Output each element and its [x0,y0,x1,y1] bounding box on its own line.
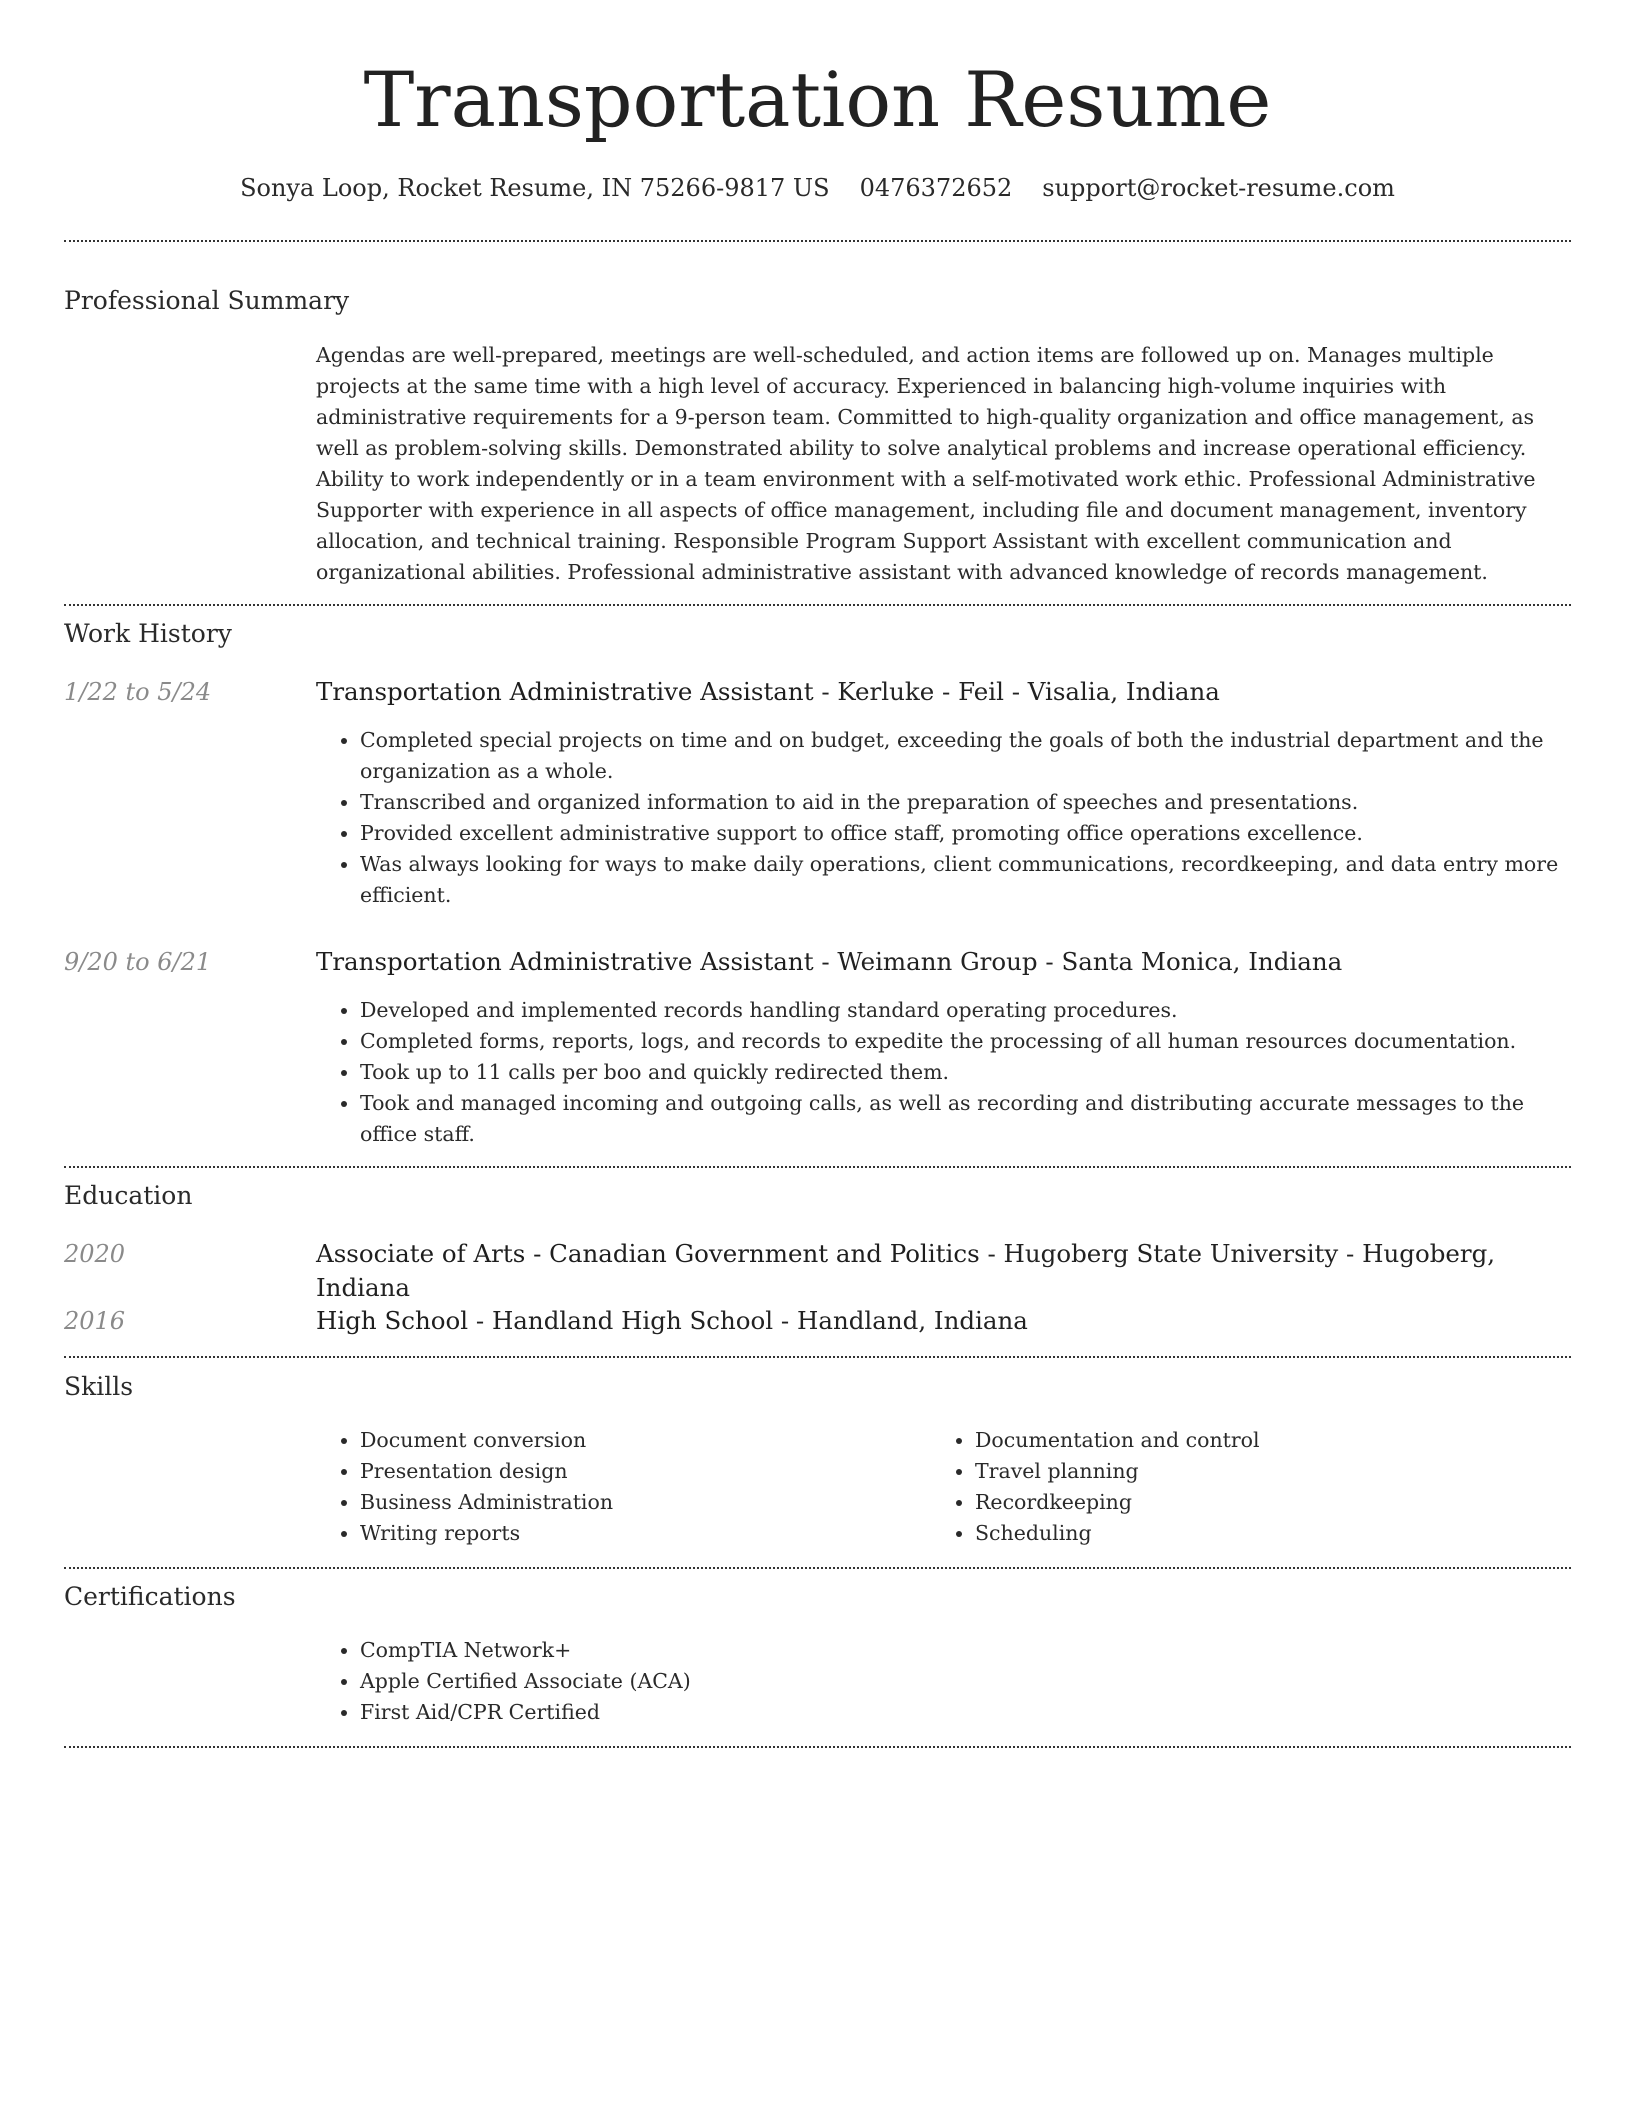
contact-address: Sonya Loop, Rocket Resume, IN 75266-9817 US [240,174,830,202]
skill-item: • Presentation design [360,1456,931,1487]
resume-title: Transportation Resume [363,55,1272,144]
list-item: • Was always looking for ways to make daily operations, client communications, recordkeeping, and data entry more efficient. [360,849,1571,911]
skill-item: • Travel planning [975,1456,1571,1487]
list-item: • Developed and implemented records handling standard operating procedures. [360,995,1571,1026]
summary-text: Agendas are well-prepared, meetings are well-scheduled, and action items are followed up on. Manages multiple projects at the same time with a high level of accuracy. Experienced in balancing high-volume inquiries with administrative requirements for a 9-person team. Committed to high-quality organization and office management, as well as problem-solving skills. Demonstrated ability to solve analytical problems and increase operational efficiency. Ability to work independently or in a team environment with a self-motivated work ethic. Professional Administrative Supporter with experience in all aspects of office management, including file and document management, inventory allocation, and technical training. Responsible Program Support Assistant with excellent communication and organizational abilities. Professional administrative assistant with advanced knowledge of records management. [316,343,1536,584]
divider [64,240,1571,242]
section-heading-skills: Skills [64,1372,134,1401]
separator: - [1338,1239,1363,1268]
separator: - [468,1306,492,1335]
contact-phone: 0476372652 [859,174,1013,202]
divider [64,1356,1571,1358]
section-heading-certifications: Certifications [64,1582,236,1611]
job-location: Santa Monica, Indiana [1061,947,1343,976]
list-item: • Took and managed incoming and outgoing calls, as well as recording and distributing accurate messages to the office staff. [360,1088,1571,1150]
education-degree: Associate of Arts - Canadian Government and Politics [316,1239,980,1268]
separator: - [979,1239,1004,1268]
job-bullets [316,995,1571,1150]
job-title: Transportation Administrative Assistant [316,677,814,706]
education-heading [316,1237,1571,1305]
skills-column-left [316,1425,931,1549]
list-item: • Provided excellent administrative support to office staff, promoting office operations excellence. [360,818,1571,849]
education-year: 2020 [64,1240,126,1268]
job-location: Visalia, Indiana [1027,677,1220,706]
education-heading [316,1304,1571,1338]
certifications-list [316,1635,1571,1728]
separator: - [1003,677,1028,706]
job-heading [316,945,1571,979]
divider [64,604,1571,606]
job-dates: 9/20 to 6/21 [64,948,212,976]
skill-item: • Documentation and control [975,1425,1571,1456]
job-title: Transportation Administrative Assistant [316,947,814,976]
list-item: • Took up to 11 calls per boo and quickly redirected them. [360,1057,1571,1088]
skills-list [316,1425,1571,1549]
separator: - [813,947,838,976]
job-bullets [316,725,1571,911]
contact-email[interactable]: support@rocket-resume.com [1042,174,1395,202]
list-item: • Completed forms, reports, logs, and records to expedite the processing of all human resources documentation. [360,1026,1571,1057]
job-employer: Weimann Group [837,947,1038,976]
list-item: • Transcribed and organized information to aid in the preparation of speeches and presentations. [360,787,1571,818]
skill-item: • Scheduling [975,1518,1571,1549]
skills-column-right [931,1425,1571,1549]
certification-item: • Apple Certified Associate (ACA) [360,1666,1571,1697]
list-item: • Completed special projects on time and on budget, exceeding the goals of both the industrial department and the organization as a whole. [360,725,1571,787]
education-school: Hugoberg State University [1003,1239,1339,1268]
divider [64,1746,1571,1748]
education-year: 2016 [64,1307,126,1335]
section-heading-work-history: Work History [64,619,232,648]
education-location: Handland, Indiana [797,1306,1028,1335]
education-degree: High School [316,1306,469,1335]
skill-item: • Business Administration [360,1487,931,1518]
skill-item: • Document conversion [360,1425,931,1456]
education-school: Handland High School [491,1306,774,1335]
separator: - [1037,947,1062,976]
job-employer: Kerluke - Feil [837,677,1004,706]
contact-line [64,170,1571,206]
certification-item: • CompTIA Network+ [360,1635,1571,1666]
skill-item: • Recordkeeping [975,1487,1571,1518]
separator: - [773,1306,797,1335]
section-heading-summary: Professional Summary [64,286,350,315]
certification-item: • First Aid/CPR Certified [360,1697,1571,1728]
separator: - [813,677,838,706]
section-heading-education: Education [64,1181,193,1210]
divider [64,1166,1571,1168]
job-heading [316,675,1571,709]
skill-item: • Writing reports [360,1518,931,1549]
education-location: Hugoberg, Indiana [316,1239,1496,1302]
divider [64,1567,1571,1569]
job-dates: 1/22 to 5/24 [64,678,212,706]
summary-body [316,340,1571,588]
